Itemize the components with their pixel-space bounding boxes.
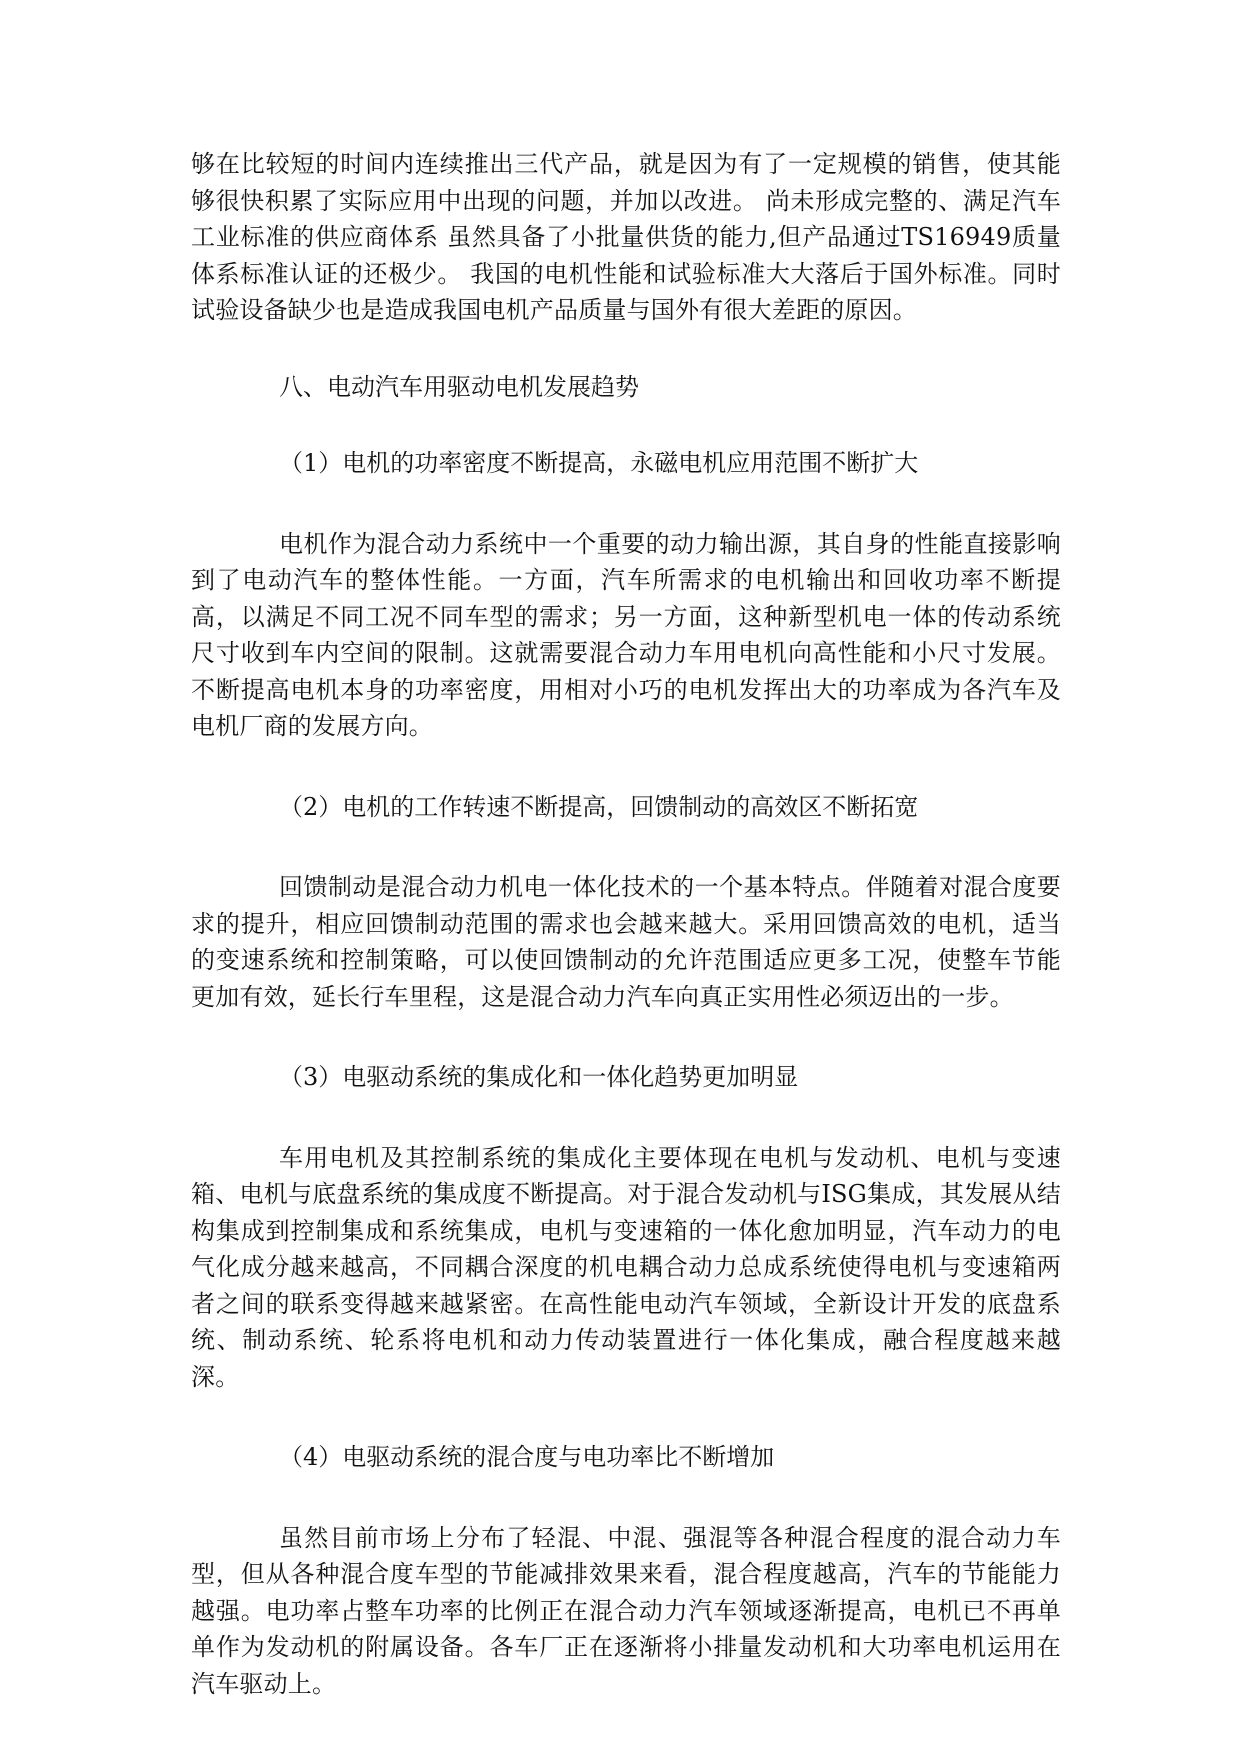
document-body [191, 146, 1061, 1702]
paragraph-4: 虽然目前市场上分布了轻混、中混、强混等各种混合程度的混合动力车型，但从各种混合度车型的节能减排效果来看，混合程度越高，汽车的节能能力越强。电功率占整车功率的比例正在混合动力汽车领域逐渐提高，电机已不再单单作为发动机的附属设备。各车厂正在逐渐将小排量发动机和大功率电机运用在汽车驱动上。 [191, 1523, 1061, 1698]
paragraph-2: 回馈制动是混合动力机电一体化技术的一个基本特点。伴随着对混合度要求的提升，相应回馈制动范围的需求也会越来越大。采用回馈高效的电机，适当的变速系统和控制策略，可以使回馈制动的允许范围适应更多工况，使整车节能更加有效，延长行车里程，这是混合动力汽车向真正实用性必须迈出的一步。 [191, 873, 1061, 1011]
paragraph-3: 车用电机及其控制系统的集成化主要体现在电机与发动机、电机与变速箱、电机与底盘系统的集成度不断提高。对于混合发动机与ISG集成，其发展从结构集成到控制集成和系统集成，电机与变速箱的一体化愈加明显，汽车动力的电气化成分越来越高，不同耦合深度的机电耦合动力总成系统使得电机与变速箱两者之间的联系变得越来越紧密。在高性能电动汽车领域，全新设计开发的底盘系统、制动系统、轮系将电机和动力传动装置进行一体化集成，融合程度越来越深。 [191, 1143, 1061, 1391]
paragraph-1: 电机作为混合动力系统中一个重要的动力输出源，其自身的性能直接影响到了电动汽车的整体性能。一方面，汽车所需求的电机输出和回收功率不断提高，以满足不同工况不同车型的需求；另一方面，这种新型机电一体的传动系统尺寸收到车内空间的限制。这就需要混合动力车用电机向高性能和小尺寸发展。不断提高电机本身的功率密度，用相对小巧的电机发挥出大的功率成为各汽车及电机厂商的发展方向。 [191, 529, 1061, 740]
subheading-3: （3）电驱动系统的集成化和一体化趋势更加明显 [279, 1063, 799, 1091]
subheading-4: （4）电驱动系统的混合度与电功率比不断增加 [279, 1443, 775, 1471]
subheading-1: （1）电机的功率密度不断提高，永磁电机应用范围不断扩大 [279, 449, 919, 477]
section-heading: 八、电动汽车用驱动电机发展趋势 [279, 372, 639, 401]
intro-paragraph: 够在比较短的时间内连续推出三代产品，就是因为有了一定规模的销售，使其能够很快积累了实际应用中出现的问题，并加以改进。 尚未形成完整的、满足汽车工业标准的供应商体系 虽然具备了小批量供货的能力,但产品通过TS16949质量体系标准认证的还极少。 我国的电机性能和试验标准大大落后于国外标准。同时试验设备缺少也是造成我国电机产品质量与国外有很大差距的原因。 [191, 150, 1061, 324]
subheading-2: （2）电机的工作转速不断提高，回馈制动的高效区不断拓宽 [279, 792, 919, 821]
